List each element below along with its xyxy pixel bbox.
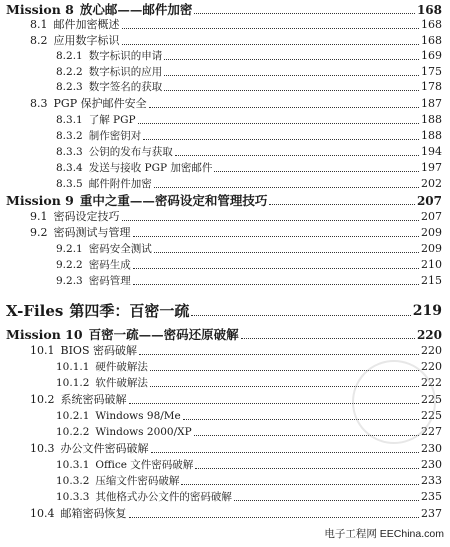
toc-entry-title: 办公文件密码破解 bbox=[60, 442, 149, 455]
toc-entry-page-number: 169 bbox=[421, 49, 442, 62]
toc-entry-title: 数字标识的申请 bbox=[88, 50, 163, 62]
toc-entry-page-number: 207 bbox=[416, 194, 442, 208]
toc-entry-sec[interactable] bbox=[30, 33, 442, 49]
toc-entry-page-number: 188 bbox=[421, 129, 442, 142]
toc-entry-title: Windows 98/Me bbox=[95, 410, 181, 422]
toc-entry-sub[interactable] bbox=[56, 473, 442, 489]
toc-entry-sec[interactable] bbox=[30, 392, 442, 408]
toc-entry-number: 8.3.4 bbox=[56, 162, 83, 174]
dot-leader bbox=[150, 370, 419, 371]
toc-entry-title: 密码生成 bbox=[88, 259, 131, 271]
toc-entry-title: BIOS 密码破解 bbox=[60, 344, 137, 357]
toc-entry-page-number: 235 bbox=[421, 490, 442, 503]
toc-entry-page-number: 178 bbox=[421, 80, 442, 93]
toc-entry-sec[interactable] bbox=[30, 17, 442, 33]
toc-entry-page-number: 187 bbox=[421, 97, 442, 110]
toc-entry-page-number: 233 bbox=[421, 474, 442, 487]
toc-entry-page-number: 209 bbox=[421, 242, 442, 255]
dot-leader bbox=[139, 354, 419, 355]
toc-entry-number: 8.3.1 bbox=[56, 114, 83, 126]
dot-leader bbox=[149, 107, 419, 108]
dot-leader bbox=[129, 403, 420, 404]
toc-entry-sub[interactable] bbox=[56, 160, 442, 176]
dot-leader bbox=[122, 44, 420, 45]
toc-entry-number: 10.4 bbox=[30, 507, 55, 520]
dot-leader bbox=[138, 123, 419, 124]
toc-entry-sec[interactable] bbox=[30, 441, 442, 457]
toc-entry-number: X-Files bbox=[6, 302, 64, 320]
toc-entry-title: 密码安全测试 bbox=[88, 243, 152, 255]
toc-entry-number: 9.2.1 bbox=[56, 243, 83, 255]
toc-entry-title: 制作密钥对 bbox=[88, 130, 142, 142]
toc-entry-title: 系统密码破解 bbox=[60, 393, 127, 406]
toc-entry-title: Office 文件密码破解 bbox=[95, 459, 194, 471]
toc-entry-page-number: 188 bbox=[421, 113, 442, 126]
toc-entry-sub[interactable] bbox=[56, 359, 442, 375]
toc-entry-number: 10.1.1 bbox=[56, 361, 90, 373]
toc-entry-page-number: 219 bbox=[412, 303, 442, 319]
toc-entry-sub[interactable] bbox=[56, 79, 442, 95]
toc-entry-number: 9.2.2 bbox=[56, 259, 83, 271]
toc-entry-page-number: 222 bbox=[421, 376, 442, 389]
toc-entry-number: 8.2 bbox=[30, 34, 48, 47]
toc-entry-number: 8.3.3 bbox=[56, 146, 83, 158]
toc-entry-page-number: 207 bbox=[421, 210, 442, 223]
toc-entry-number: Mission 8 bbox=[6, 2, 74, 17]
toc-entry-number: 10.1 bbox=[30, 344, 55, 357]
toc-entry-page-number: 197 bbox=[421, 161, 442, 174]
toc-entry-sec[interactable] bbox=[30, 506, 442, 522]
toc-entry-title: 发送与接收 PGP 加密邮件 bbox=[88, 162, 213, 174]
toc-entry-sub[interactable] bbox=[56, 64, 442, 80]
toc-entry-title: 数字标识的应用 bbox=[88, 66, 163, 78]
toc-entry-page-number: 220 bbox=[421, 344, 442, 357]
dot-leader bbox=[269, 204, 415, 205]
toc-entry-number: 8.1 bbox=[30, 18, 48, 31]
toc-entry-sec[interactable] bbox=[30, 96, 442, 112]
dot-leader bbox=[164, 75, 419, 76]
toc-entry-number: 9.2.3 bbox=[56, 275, 83, 287]
dot-leader bbox=[214, 171, 419, 172]
toc-entry-sub[interactable] bbox=[56, 273, 442, 289]
toc-entry-number: 8.2.2 bbox=[56, 66, 83, 78]
toc-entry-number: 10.2.2 bbox=[56, 426, 90, 438]
toc-entry-title: 邮件附件加密 bbox=[88, 178, 152, 190]
dot-leader bbox=[133, 284, 419, 285]
toc-entry-number: 8.3 bbox=[30, 97, 48, 110]
toc-entry-title: 密码测试与管理 bbox=[53, 226, 131, 239]
toc-entry-number: 10.1.2 bbox=[56, 377, 90, 389]
toc-entry-number: 8.3.5 bbox=[56, 178, 83, 190]
toc-entry-title: 放心邮——邮件加密 bbox=[79, 2, 193, 17]
toc-entry-page-number: 168 bbox=[421, 18, 442, 31]
toc-entry-page-number: 225 bbox=[421, 393, 442, 406]
dot-leader bbox=[194, 435, 419, 436]
dot-leader bbox=[133, 268, 419, 269]
dot-leader bbox=[122, 28, 420, 29]
toc-entry-number: Mission 9 bbox=[6, 193, 74, 208]
toc-entry-page-number: 209 bbox=[421, 226, 442, 239]
toc-entry-title: 邮箱密码恢复 bbox=[60, 507, 127, 520]
toc-entry-title: 其他格式办公文件的密码破解 bbox=[95, 491, 232, 503]
dot-leader bbox=[133, 236, 420, 237]
toc-entry-page-number: 227 bbox=[421, 425, 442, 438]
toc-entry-number: 10.3.2 bbox=[56, 475, 90, 487]
toc-entry-page-number: 175 bbox=[421, 65, 442, 78]
toc-entry-sec[interactable] bbox=[30, 343, 442, 359]
dot-leader bbox=[151, 452, 420, 453]
dot-leader bbox=[195, 468, 419, 469]
dot-leader bbox=[241, 338, 415, 339]
toc-entry-title: 应用数字标识 bbox=[53, 34, 120, 47]
toc-entry-title: 硬件破解法 bbox=[95, 361, 148, 373]
toc-entry-page-number: 215 bbox=[421, 274, 442, 287]
toc-entry-page-number: 168 bbox=[416, 3, 442, 17]
toc-entry-title: 软件破解法 bbox=[95, 377, 148, 389]
toc-entry-page-number: 225 bbox=[421, 409, 442, 422]
toc-entry-number: 10.2.1 bbox=[56, 410, 90, 422]
dot-leader bbox=[175, 155, 419, 156]
toc-entry-title: 第四季：百密一疏 bbox=[69, 302, 190, 320]
toc-entry-sub[interactable] bbox=[56, 176, 442, 192]
toc-entry-title: PGP 保护邮件安全 bbox=[53, 97, 147, 110]
dot-leader bbox=[122, 220, 420, 221]
toc-entry-page-number: 237 bbox=[421, 507, 442, 520]
toc-entry-sub[interactable] bbox=[56, 457, 442, 473]
toc-entry-page-number: 230 bbox=[421, 458, 442, 471]
site-watermark: 电子工程网 EEChina.com bbox=[324, 528, 444, 540]
toc-entry-page-number: 220 bbox=[421, 360, 442, 373]
toc-entry-title: 压缩文件密码破解 bbox=[95, 475, 180, 487]
toc-entry-page-number: 168 bbox=[421, 34, 442, 47]
toc-entry-sec[interactable] bbox=[30, 209, 442, 225]
dot-leader bbox=[191, 315, 410, 316]
toc-entry-sub[interactable] bbox=[56, 257, 442, 273]
toc-entry-number: 8.2.1 bbox=[56, 50, 83, 62]
toc-entry-sub[interactable] bbox=[56, 112, 442, 128]
dot-leader bbox=[183, 419, 419, 420]
toc-entry-sub[interactable] bbox=[56, 48, 442, 64]
toc-entry-title: Windows 2000/XP bbox=[95, 426, 192, 438]
toc-entry-sub[interactable] bbox=[56, 241, 442, 257]
toc-entry-number: 9.1 bbox=[30, 210, 48, 223]
dot-leader bbox=[194, 13, 415, 14]
toc-entry-number: 8.3.2 bbox=[56, 130, 83, 142]
toc-entry-sub[interactable] bbox=[56, 408, 442, 424]
toc-entry-sub[interactable] bbox=[56, 489, 442, 505]
toc-entry-number: 10.3.1 bbox=[56, 459, 90, 471]
toc-entry-number: 10.3 bbox=[30, 442, 55, 455]
toc-entry-mission[interactable] bbox=[6, 193, 442, 209]
dot-leader bbox=[129, 517, 420, 518]
toc-entry-sub[interactable] bbox=[56, 424, 442, 440]
toc-entry-title: 了解 PGP bbox=[88, 114, 136, 126]
toc-entry-number: 10.3.3 bbox=[56, 491, 90, 503]
toc-entry-title: 重中之重——密码设定和管理技巧 bbox=[79, 193, 268, 208]
toc-entry-sub[interactable] bbox=[56, 375, 442, 391]
toc-entry-number: Mission 10 bbox=[6, 327, 83, 342]
toc-entry-title: 邮件加密概述 bbox=[53, 18, 120, 31]
dot-leader bbox=[154, 252, 419, 253]
toc-entry-sec[interactable] bbox=[30, 225, 442, 241]
dot-leader bbox=[150, 386, 419, 387]
toc-entry-number: 10.2 bbox=[30, 393, 55, 406]
dot-leader bbox=[143, 139, 419, 140]
toc-entry-title: 密码设定技巧 bbox=[53, 210, 120, 223]
toc-entry-mission[interactable] bbox=[6, 2, 442, 18]
dot-leader bbox=[164, 59, 419, 60]
toc-entry-page-number: 230 bbox=[421, 442, 442, 455]
dot-leader bbox=[234, 500, 419, 501]
toc-entry-page-number: 202 bbox=[421, 177, 442, 190]
toc-entry-number: 9.2 bbox=[30, 226, 48, 239]
dot-leader bbox=[181, 484, 419, 485]
toc-entry-sub[interactable] bbox=[56, 144, 442, 160]
toc-entry-part[interactable] bbox=[6, 300, 442, 322]
toc-entry-mission[interactable] bbox=[6, 327, 442, 343]
toc-entry-page-number: 194 bbox=[421, 145, 442, 158]
dot-leader bbox=[154, 187, 419, 188]
toc-entry-title: 公钥的发布与获取 bbox=[88, 146, 173, 158]
toc-entry-sub[interactable] bbox=[56, 128, 442, 144]
toc-entry-title: 密码管理 bbox=[88, 275, 131, 287]
toc-entry-page-number: 210 bbox=[421, 258, 442, 271]
toc-entry-number: 8.2.3 bbox=[56, 81, 83, 93]
dot-leader bbox=[164, 90, 419, 91]
toc-entry-title: 数字签名的获取 bbox=[88, 81, 163, 93]
toc-entry-title: 百密一疏——密码还原破解 bbox=[88, 327, 239, 342]
toc-entry-page-number: 220 bbox=[416, 328, 442, 342]
